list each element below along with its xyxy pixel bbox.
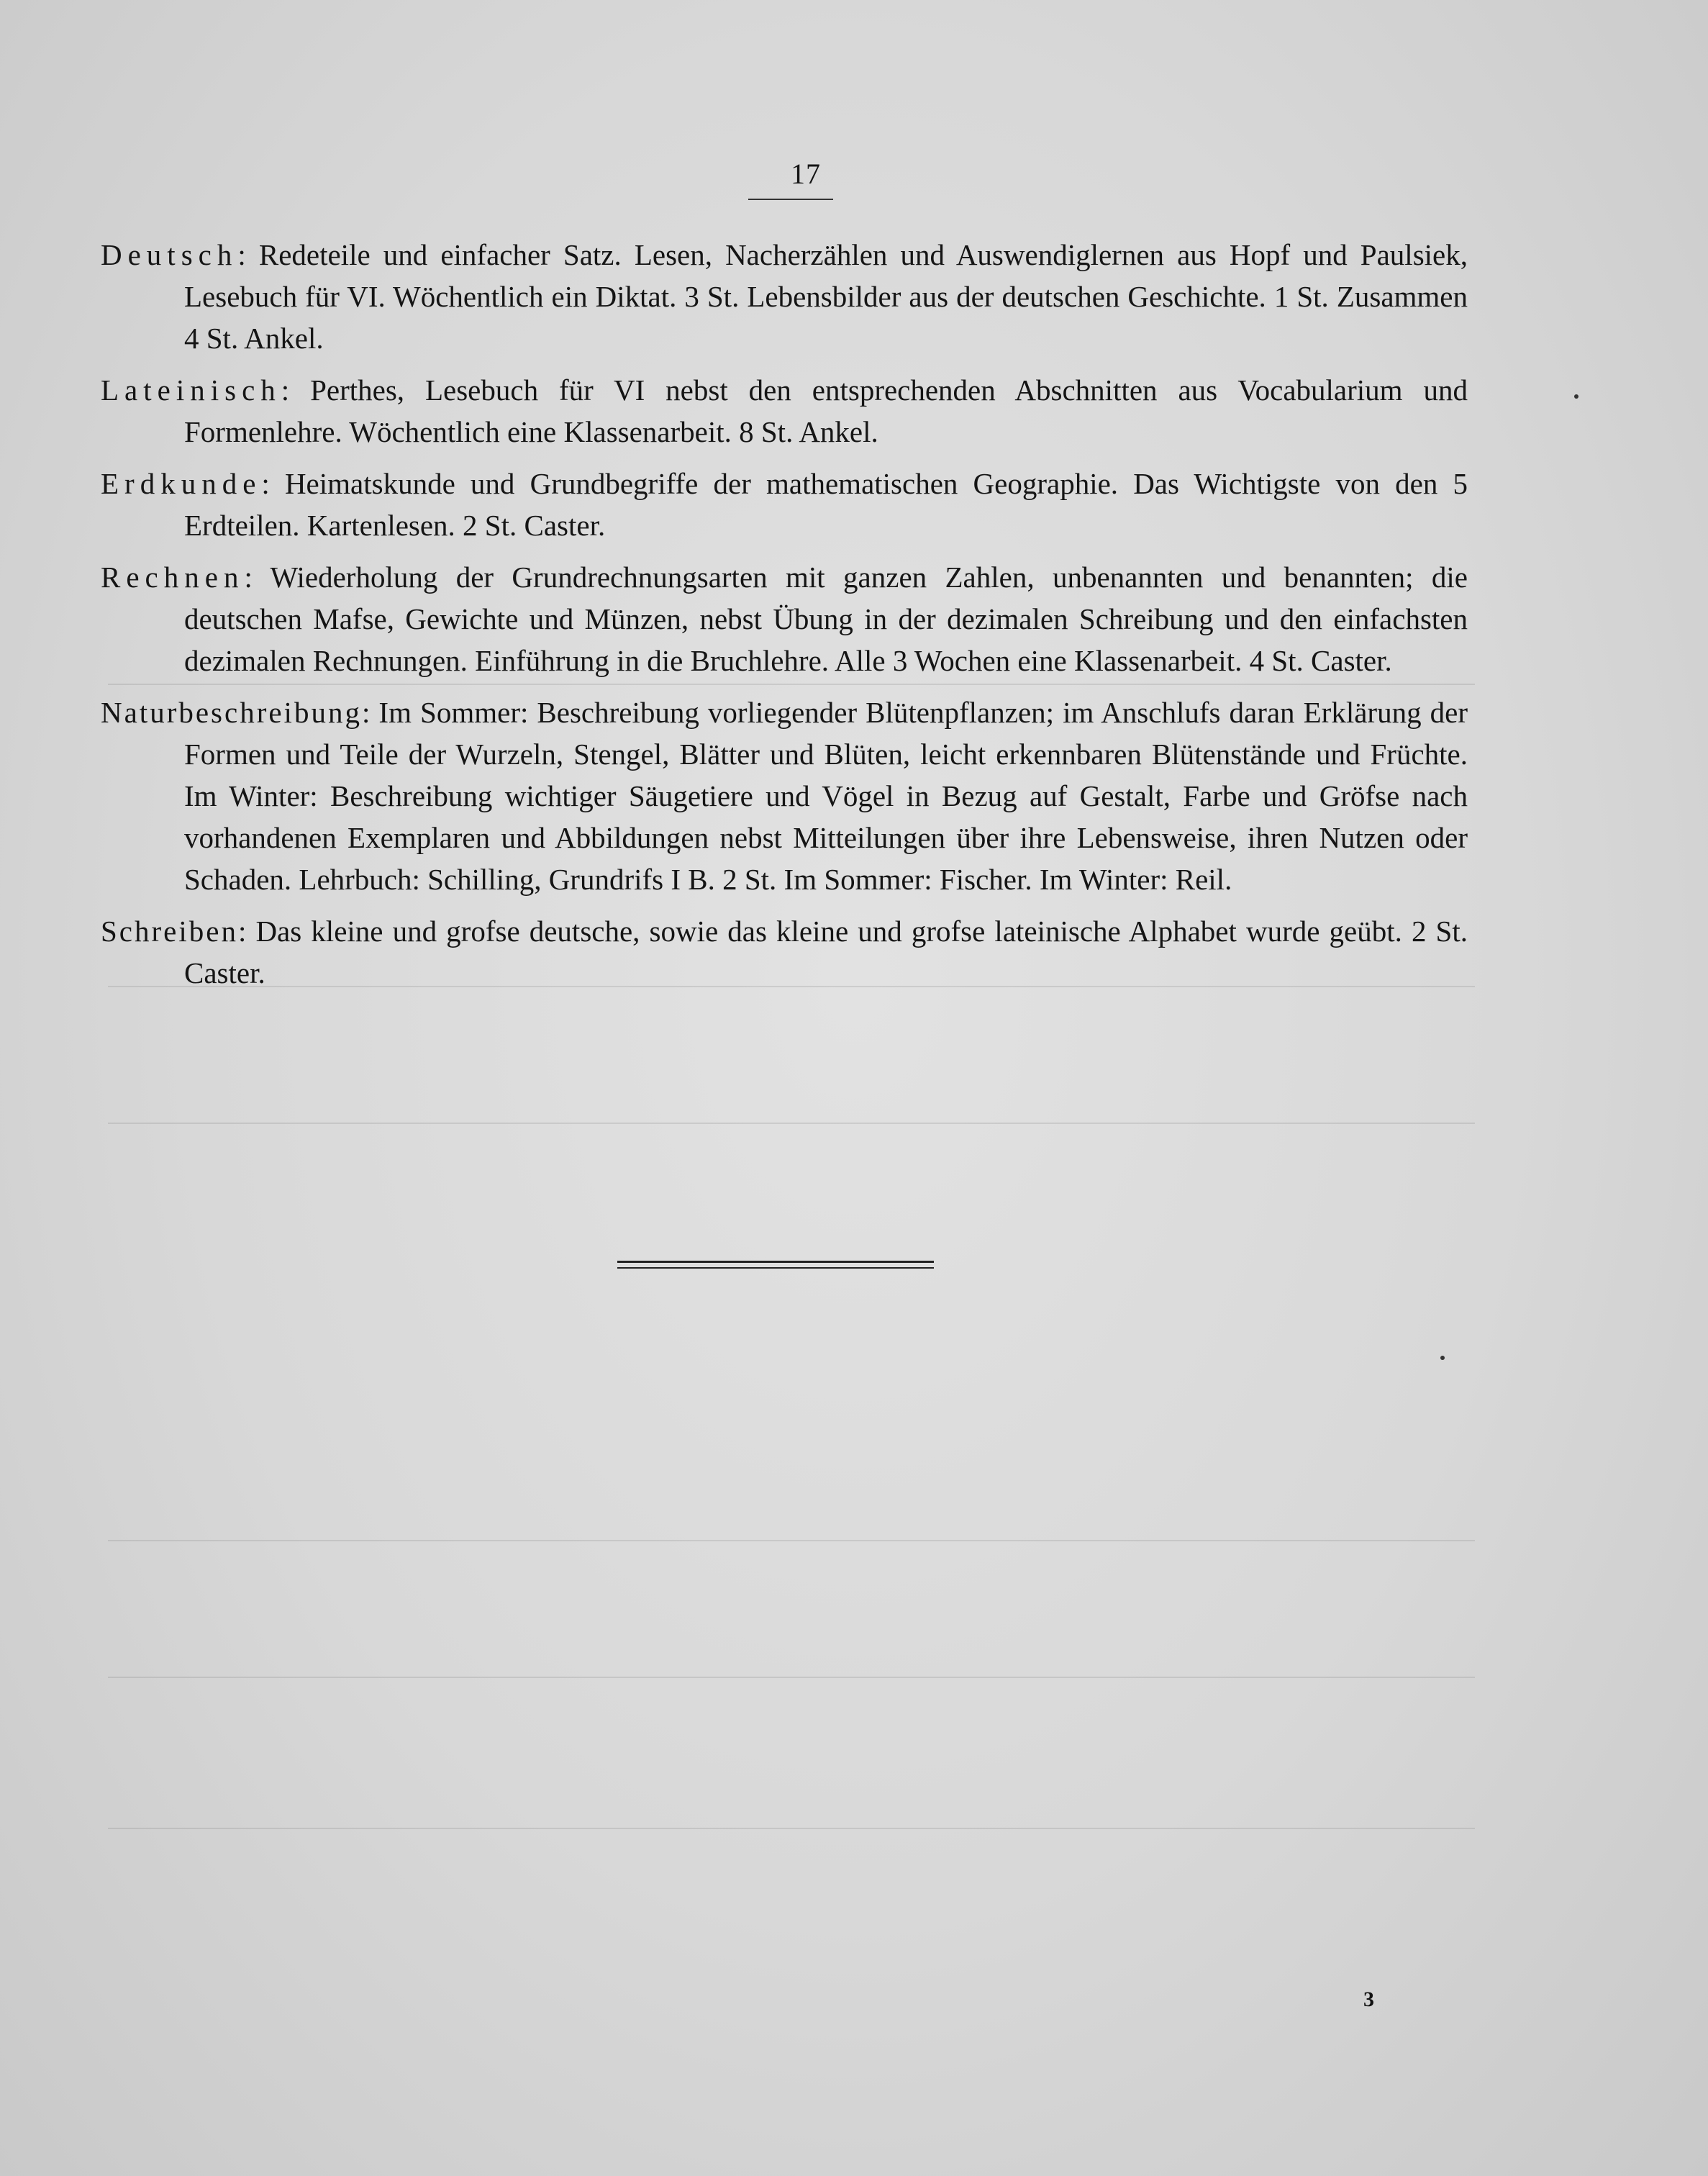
bleed-through-rule <box>108 1828 1475 1829</box>
bleed-through-rule <box>108 1677 1475 1678</box>
subject-erdkunde: Erdkunde <box>101 467 262 500</box>
subject-colon: : <box>261 467 285 500</box>
subject-rechnen: Rechnen <box>101 561 245 594</box>
entry-schreiben <box>101 910 1468 994</box>
entry-text-naturbeschreibung: Im Sommer: Beschreibung vorliegender Blütenpflanzen; im Anschlufs daran Erklärung der Formen und Teile der Wurzeln, Stengel, Blätter und Blüten, leicht erkennbaren Blütenstände und Früchte. Im Winter: Beschreibung wichtiger Säugetiere und Vögel in Bezug auf Gestalt, Farbe und Gröfse nach vorhandenen Exemplaren und Abbildungen nebst Mitteilungen über ihre Lebensweise, ihren Nutzen oder Schaden. Lehrbuch: Schilling, Grundrifs I B. 2 St. Im Sommer: Fischer. Im Winter: Reil. <box>184 696 1468 896</box>
entry-erdkunde <box>101 463 1468 546</box>
divider-line-bottom <box>617 1267 934 1269</box>
subject-lateinisch: Lateinisch <box>101 373 281 407</box>
subject-colon: : <box>244 561 271 594</box>
subject-colon: : <box>281 373 311 407</box>
page-number: 17 <box>791 158 821 190</box>
divider-line-top <box>617 1261 934 1263</box>
entry-text-lateinisch: Perthes, Lesebuch für VI nebst den entsprechenden Abschnitten aus Vocabularium und Formenlehre. Wöchentlich eine Klassenarbeit. 8 St. Ankel. <box>184 373 1468 448</box>
printer-signature-mark: 3 <box>1363 1987 1374 2011</box>
curriculum-text <box>101 234 1468 1004</box>
entry-text-deutsch: Redeteile und einfacher Satz. Lesen, Nacherzählen und Auswendiglernen aus Hopf und Paulsiek, Lesebuch für VI. Wöchentlich ein Diktat. 3 St. Lebensbilder aus der deutschen Geschichte. 1 St. Zusammen 4 St. Ankel. <box>184 238 1468 355</box>
entry-rechnen <box>101 556 1468 681</box>
subject-naturbeschreibung: Naturbeschreibung <box>101 696 362 729</box>
entry-text-schreiben: Das kleine und grofse deutsche, sowie das kleine und grofse lateinische Alphabet wurde geübt. 2 St. Caster. <box>184 915 1468 989</box>
subject-colon: : <box>361 696 379 729</box>
entry-lateinisch <box>101 369 1468 453</box>
ink-speck <box>1574 394 1578 399</box>
entry-text-erdkunde: Heimatskunde und Grundbegriffe der mathematischen Geographie. Das Wichtigste von den 5 Erdteilen. Kartenlesen. 2 St. Caster. <box>184 467 1468 542</box>
double-rule-divider <box>617 1261 934 1269</box>
subject-deutsch: Deutsch <box>101 238 238 271</box>
subject-schreiben: Schreiben <box>101 915 238 948</box>
subject-colon: : <box>237 238 259 271</box>
ink-speck <box>1440 1356 1445 1360</box>
entry-naturbeschreibung <box>101 692 1468 900</box>
bleed-through-rule <box>108 1123 1475 1124</box>
bleed-through-rule <box>108 1540 1475 1541</box>
entry-deutsch <box>101 234 1468 359</box>
subject-colon: : <box>237 915 256 948</box>
page-number-rule <box>748 199 833 200</box>
entry-text-rechnen: Wiederholung der Grundrechnungsarten mit ganzen Zahlen, unbenannten und benannten; die deutschen Mafse, Gewichte und Münzen, nebst Übung in der dezimalen Schreibung und den einfachsten dezimalen Rechnungen. Einführung in die Bruchlehre. Alle 3 Wochen eine Klassenarbeit. 4 St. Caster. <box>184 561 1468 677</box>
